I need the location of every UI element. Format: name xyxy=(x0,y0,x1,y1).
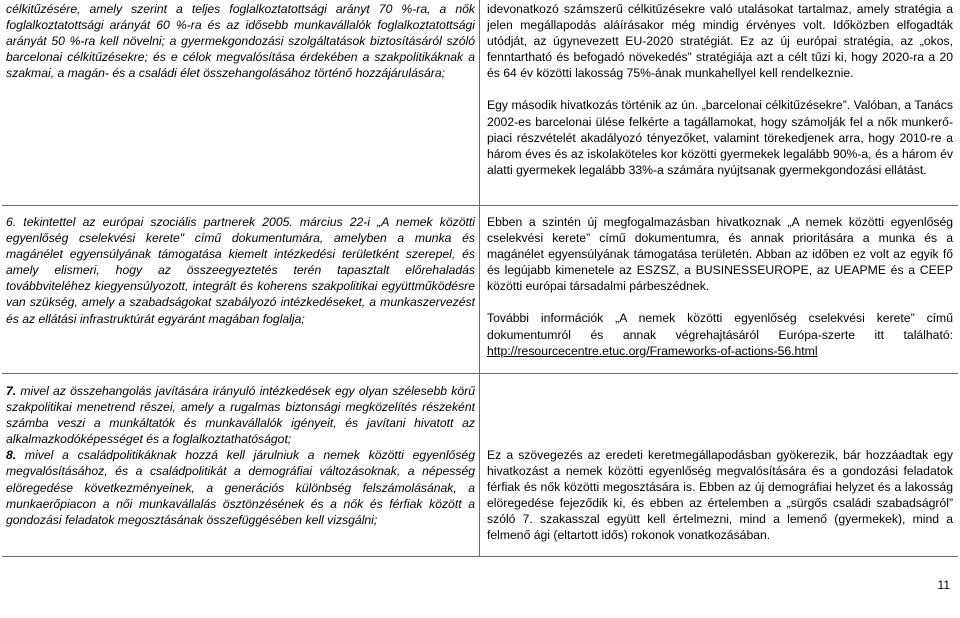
row2-left-text: 6. tekintettel az európai szociális partnerek 2005. március 22-i „A nemek közötti egyenlőség cselekvési kerete" című dokumentumára, amelyben a munka és magánélet egyensúlyának támogatása kiemelt intézkedési területként szerepel, és amely elismeri, hogy az összeegyeztetés terén tapasztalt előrehaladás továbbviteléhez kiegyensúlyozott, integrált és koherens szakpolitikai együttműködésre van szükség, amely a szabadságokat szabályozó intézkedéseket, a munkaszervezést és az ellátási infrastruktúrát egyaránt magában foglalja; xyxy=(6,215,475,326)
page-number: 11 xyxy=(937,578,950,592)
row3-left-cell xyxy=(6,383,475,555)
row3-right-cell xyxy=(487,447,953,555)
row2-right-paragraph-2 xyxy=(487,310,953,358)
row-divider xyxy=(2,205,958,206)
column-divider xyxy=(479,0,480,557)
row2-right-paragraph-1: Ebben a szintén új megfogalmazásban hivatkoznak „A nemek közötti egyenlőség cselekvési kerete” című dokumentumra, és annak prioritására a munka és a magánélet egyensúlyának támogatása területén. Abban az időben ez volt az egyik fő és legújabb kimenetele az ESZSZ, a BUSINESSEUROPE, az UEAPME és a CEEP közötti európai társadalmi párbeszédnek. xyxy=(487,215,953,294)
row1-right-cell xyxy=(487,1,953,203)
frameworks-link[interactable]: http://resourcecentre.etuc.org/Frameworks-of-actions-56.html xyxy=(487,343,818,358)
item-7-text: mivel az összehangolás javítására irányuló intézkedések egy olyan szélesebb körű szakpolitikai menetrend részei, amely a rugalmas biztonsági megközelítés részeként számba veszi a munkáltatók és munkavállalók igényeit, és javítani hivatott az alkalmazkodóképességet és a foglalkoztathatóságot; xyxy=(6,384,475,447)
row1-left-cell xyxy=(6,1,475,201)
row3-left-paragraph-8 xyxy=(6,447,475,527)
row-divider xyxy=(2,373,958,374)
row-divider xyxy=(2,556,958,557)
row2-right-paragraph-2-text: További információk „A nemek közötti egyenlőség cselekvési kerete” című dokumentumról és annak végrehajtásáról Európa-szerte itt található: xyxy=(487,311,953,342)
item-number: 7. xyxy=(6,384,17,398)
row2-left-cell xyxy=(6,214,475,370)
row3-left-paragraph-7 xyxy=(6,383,475,447)
item-number: 8. xyxy=(6,448,17,463)
row2-right-cell xyxy=(487,214,953,370)
item-8-text: mivel a családpolitikáknak hozzá kell járulniuk a nemek közötti egyenlőség megvalósításához, és a családpolitikát a demográfiai változásoknak, a népesség elöregedése következményeinek, a generációs különbség felszámolásának, a munkaerőpiacon a női munkavállalás ösztönzésének és a nők és férfiak között a gondozási feladatok megosztásának összefüggésében kell vizsgálni; xyxy=(6,448,475,527)
row1-right-paragraph-1: idevonatkozó számszerű célkitűzésekre való utalásokat tartalmaz, amely stratégia a jelen megállapodás aláírásakor még mindig érvényes volt. Időközben elfogadták utódját, az úgynevezett EU-2020 stratégiát. Ez az új európai stratégia, az „okos, fenntartható és befogadó növekedés” stratégiája azt a célt tűzi ki, hogy 2020-ra a 20 és 64 év közötti lakosság 75%-ának munkahellyel kell rendelkeznie. xyxy=(487,2,953,81)
row3-right-text: Ez a szövegezés az eredeti keretmegállapodásban gyökerezik, bár hozzáadtak egy hivatkozást a nemek közötti egyenlőség megvalósítására és a gondozási feladatok férfiak és nők közötti megosztására is. Ebben az új demográfiai helyzet és a lakosság elöregedése fejeződik ki, és ebben az értelemben a „sürgős családi szabadságról” szóló 7. szakasszal együtt kell értelmezni, mind a lemenő (gyermekek), mind a felmenő ági (eltartott idős) rokonok vonatkozásában. xyxy=(487,448,953,543)
row1-right-paragraph-2: Egy második hivatkozás történik az ún. „barcelonai célkitűzésekre”. Valóban, a Tanács 2002-es barcelonai ülése felkérte a tagállamokat, hogy számolják fel a nők munkerő-piaci részvételét akadályozó tényezőket, valamint törekedjenek arra, hogy 2010-re a három éves és az iskolaköteles kor közötti gyermekek legalább 90%-a, és a három év alatti gyermekek legalább 33%-a számára nyújtsanak gyermekgondozási ellátást. xyxy=(487,98,953,177)
row1-left-text: célkitűzésére, amely szerint a teljes foglalkoztatottsági arányt 70 %-ra, a nők foglalkoztatottsági arányát 60 %-ra és az idősebb munkavállalók foglalkoztatottsági arányát 50 %-ra kell növelni; a gyermekgondozási szolgáltatások biztosításáról szóló barcelonai célkitűzésekre; és e célok megvalósítása érdekében a szakpolitikáknak a szakmai, a magán- és a családi élet összehangolásához történő hozzájárulására; xyxy=(6,2,475,81)
